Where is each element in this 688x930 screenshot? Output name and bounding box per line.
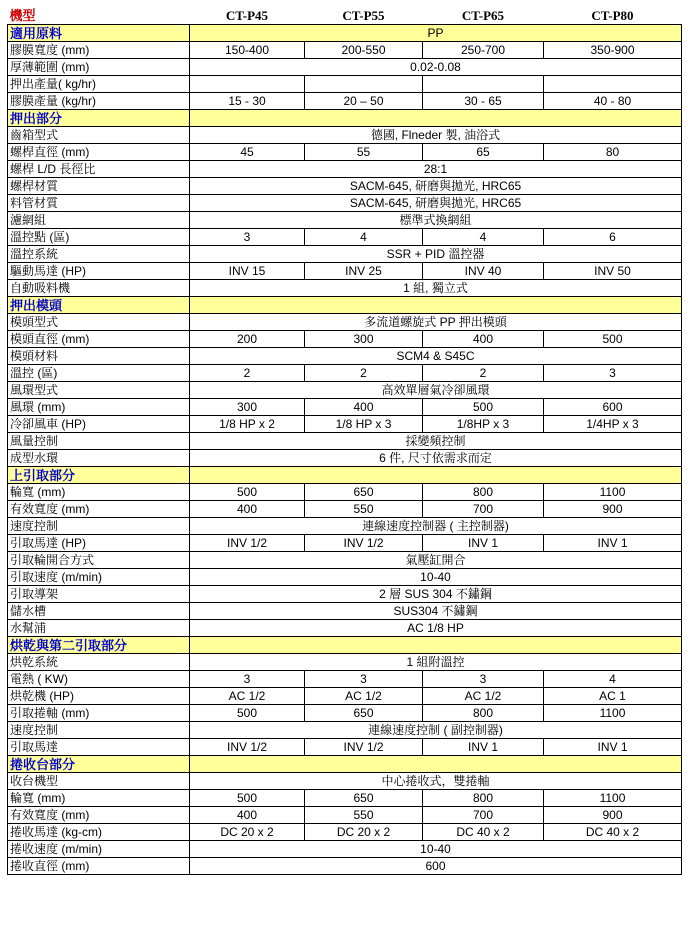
spec-value: 1100 [544, 484, 682, 501]
spec-value-all-models: 10-40 [190, 841, 682, 858]
spec-value: 45 [190, 144, 305, 161]
section-value [190, 110, 682, 127]
spec-row [8, 824, 682, 841]
spec-value: INV 40 [423, 263, 544, 280]
spec-row [8, 59, 682, 76]
spec-value-all-models: 10-40 [190, 569, 682, 586]
spec-value: 4 [544, 671, 682, 688]
spec-label: 有效寬度 (mm) [8, 807, 190, 824]
spec-value-all-models: 1 組附溫控 [190, 654, 682, 671]
section-value: PP [190, 25, 682, 42]
spec-label: 引取輪開合方式 [8, 552, 190, 569]
spec-value: 6 [544, 229, 682, 246]
spec-value-all-models: 600 [190, 858, 682, 875]
spec-row [8, 178, 682, 195]
section-header-row [8, 110, 682, 127]
spec-row [8, 161, 682, 178]
spec-label: 螺桿材質 [8, 178, 190, 195]
spec-value: 350-900 [544, 42, 682, 59]
spec-value [190, 76, 305, 93]
section-value [190, 467, 682, 484]
spec-row [8, 858, 682, 875]
spec-label: 齒箱型式 [8, 127, 190, 144]
spec-value: 800 [423, 705, 544, 722]
spec-value: AC 1/2 [190, 688, 305, 705]
spec-value: 3 [190, 229, 305, 246]
spec-value: 500 [190, 705, 305, 722]
spec-value: 500 [544, 331, 682, 348]
spec-value: 650 [305, 484, 423, 501]
spec-row [8, 382, 682, 399]
spec-value: 1/8 HP x 3 [305, 416, 423, 433]
spec-value-all-models: SSR + PID 溫控器 [190, 246, 682, 263]
spec-value: 400 [190, 501, 305, 518]
spec-row [8, 399, 682, 416]
spec-label: 風量控制 [8, 433, 190, 450]
spec-value-all-models: 德國, Flneder 製, 油浴式 [190, 127, 682, 144]
spec-label: 捲收直徑 (mm) [8, 858, 190, 875]
spec-label: 輪寬 (mm) [8, 790, 190, 807]
spec-value-all-models: 2 層 SUS 304 不鏽鋼 [190, 586, 682, 603]
spec-value: 150-400 [190, 42, 305, 59]
spec-value: 300 [190, 399, 305, 416]
model-ct-p65: CT-P65 [423, 7, 544, 25]
spec-value: 400 [423, 331, 544, 348]
spec-row [8, 841, 682, 858]
spec-value: 300 [305, 331, 423, 348]
spec-label: 引取馬達 (HP) [8, 535, 190, 552]
spec-label: 溫控系統 [8, 246, 190, 263]
spec-table-container [7, 7, 682, 875]
spec-value: 500 [423, 399, 544, 416]
spec-value: INV 1/2 [190, 535, 305, 552]
spec-row [8, 433, 682, 450]
spec-row [8, 569, 682, 586]
spec-value: 650 [305, 705, 423, 722]
spec-value: 2 [305, 365, 423, 382]
spec-value: INV 1/2 [190, 739, 305, 756]
spec-value: AC 1/2 [305, 688, 423, 705]
spec-value: DC 40 x 2 [423, 824, 544, 841]
spec-row [8, 535, 682, 552]
spec-label: 引取速度 (m/min) [8, 569, 190, 586]
section-header-row [8, 25, 682, 42]
spec-value: 600 [544, 399, 682, 416]
spec-label: 水幫浦 [8, 620, 190, 637]
spec-row [8, 688, 682, 705]
spec-row [8, 705, 682, 722]
spec-value: 3 [423, 671, 544, 688]
spec-row [8, 365, 682, 382]
section-header-row [8, 297, 682, 314]
spec-value: 1100 [544, 705, 682, 722]
spec-row [8, 654, 682, 671]
spec-value: INV 1 [423, 739, 544, 756]
spec-label: 成型水環 [8, 450, 190, 467]
spec-value-all-models: AC 1/8 HP [190, 620, 682, 637]
spec-value: DC 20 x 2 [190, 824, 305, 841]
section-value [190, 637, 682, 654]
spec-label: 烘乾系統 [8, 654, 190, 671]
section-header-row [8, 637, 682, 654]
spec-label: 模頭材料 [8, 348, 190, 365]
spec-value: INV 15 [190, 263, 305, 280]
spec-value: 400 [305, 399, 423, 416]
spec-value: 650 [305, 790, 423, 807]
spec-label: 儲水槽 [8, 603, 190, 620]
spec-label: 模頭型式 [8, 314, 190, 331]
section-title: 適用原料 [8, 25, 190, 42]
spec-value: DC 40 x 2 [544, 824, 682, 841]
spec-row [8, 552, 682, 569]
spec-row [8, 212, 682, 229]
spec-value: 1/4HP x 3 [544, 416, 682, 433]
spec-row [8, 144, 682, 161]
spec-value-all-models: 28:1 [190, 161, 682, 178]
spec-row [8, 671, 682, 688]
spec-row [8, 416, 682, 433]
spec-row [8, 790, 682, 807]
spec-label: 厚薄範圍 (mm) [8, 59, 190, 76]
spec-value: 1100 [544, 790, 682, 807]
spec-row [8, 42, 682, 59]
spec-value-all-models: 氣壓缸開合 [190, 552, 682, 569]
spec-label: 料管材質 [8, 195, 190, 212]
spec-row [8, 348, 682, 365]
spec-value: 20 – 50 [305, 93, 423, 110]
spec-row [8, 722, 682, 739]
spec-value: 1/8 HP x 2 [190, 416, 305, 433]
spec-label: 驅動馬達 (HP) [8, 263, 190, 280]
spec-value-all-models: SACM-645, 研磨與拋光, HRC65 [190, 178, 682, 195]
spec-label: 速度控制 [8, 722, 190, 739]
spec-value: 900 [544, 807, 682, 824]
spec-label: 溫控點 (區) [8, 229, 190, 246]
spec-value-all-models: 標準式換網組 [190, 212, 682, 229]
spec-value: 40 - 80 [544, 93, 682, 110]
spec-value: 2 [190, 365, 305, 382]
spec-table [7, 7, 682, 875]
spec-value: 200 [190, 331, 305, 348]
spec-value: 2 [423, 365, 544, 382]
spec-value: 65 [423, 144, 544, 161]
spec-value-all-models: 高效單層氣冷卻風環 [190, 382, 682, 399]
spec-value-all-models: 採變頻控制 [190, 433, 682, 450]
spec-value: 700 [423, 807, 544, 824]
spec-row [8, 450, 682, 467]
section-title: 押出部分 [8, 110, 190, 127]
spec-label: 模頭直徑 (mm) [8, 331, 190, 348]
section-value [190, 297, 682, 314]
spec-value-all-models: 6 件, 尺寸依需求而定 [190, 450, 682, 467]
spec-value: AC 1 [544, 688, 682, 705]
spec-value: 800 [423, 790, 544, 807]
model-label: 機型 [8, 7, 190, 25]
spec-row [8, 484, 682, 501]
spec-row [8, 93, 682, 110]
spec-value: 400 [190, 807, 305, 824]
spec-value-all-models: 1 組, 獨立式 [190, 280, 682, 297]
spec-label: 風環型式 [8, 382, 190, 399]
spec-value: INV 1/2 [305, 739, 423, 756]
spec-row [8, 518, 682, 535]
spec-label: 冷卻風車 (HP) [8, 416, 190, 433]
spec-row [8, 807, 682, 824]
spec-value: 15 - 30 [190, 93, 305, 110]
spec-value: 550 [305, 501, 423, 518]
spec-label: 螺桿直徑 (mm) [8, 144, 190, 161]
spec-label: 速度控制 [8, 518, 190, 535]
spec-row [8, 586, 682, 603]
spec-value-all-models: SACM-645, 研磨與拋光, HRC65 [190, 195, 682, 212]
spec-label: 膠膜產量 (kg/hr) [8, 93, 190, 110]
spec-value: 80 [544, 144, 682, 161]
spec-table-body [8, 7, 682, 875]
spec-row [8, 603, 682, 620]
spec-row [8, 127, 682, 144]
spec-row [8, 773, 682, 790]
spec-row [8, 620, 682, 637]
spec-value: INV 25 [305, 263, 423, 280]
spec-label: 押出產量( kg/hr) [8, 76, 190, 93]
spec-label: 有效寬度 (mm) [8, 501, 190, 518]
spec-value: 4 [423, 229, 544, 246]
spec-label: 風環 (mm) [8, 399, 190, 416]
spec-label: 捲收馬達 (kg-cm) [8, 824, 190, 841]
spec-value [305, 76, 423, 93]
section-title: 押出模頭 [8, 297, 190, 314]
spec-value-all-models: 0.02-0.08 [190, 59, 682, 76]
spec-label: 溫控 (區) [8, 365, 190, 382]
spec-label: 引取導架 [8, 586, 190, 603]
spec-row [8, 76, 682, 93]
spec-value: 800 [423, 484, 544, 501]
spec-value: INV 50 [544, 263, 682, 280]
spec-value: 1/8HP x 3 [423, 416, 544, 433]
spec-value: AC 1/2 [423, 688, 544, 705]
spec-value-all-models: 連線速度控制器 ( 主控制器) [190, 518, 682, 535]
spec-value: 30 - 65 [423, 93, 544, 110]
spec-label: 自動吸料機 [8, 280, 190, 297]
spec-label: 收台機型 [8, 773, 190, 790]
spec-value: 3 [305, 671, 423, 688]
spec-row [8, 501, 682, 518]
spec-value: 3 [544, 365, 682, 382]
spec-value: 55 [305, 144, 423, 161]
spec-value: 900 [544, 501, 682, 518]
model-ct-p80: CT-P80 [544, 7, 682, 25]
model-ct-p45: CT-P45 [190, 7, 305, 25]
spec-row [8, 263, 682, 280]
section-title: 上引取部分 [8, 467, 190, 484]
spec-value: INV 1/2 [305, 535, 423, 552]
spec-label: 濾網組 [8, 212, 190, 229]
spec-label: 膠膜寬度 (mm) [8, 42, 190, 59]
spec-value: 550 [305, 807, 423, 824]
spec-row [8, 246, 682, 263]
model-ct-p55: CT-P55 [305, 7, 423, 25]
spec-row [8, 280, 682, 297]
spec-label: 引取捲軸 (mm) [8, 705, 190, 722]
spec-label: 捲收速度 (m/min) [8, 841, 190, 858]
section-header-row [8, 756, 682, 773]
spec-value: 700 [423, 501, 544, 518]
section-header-row [8, 467, 682, 484]
spec-label: 螺桿 L/D 長徑比 [8, 161, 190, 178]
spec-value: INV 1 [544, 739, 682, 756]
spec-value-all-models: 中心捲收式，雙捲軸 [190, 773, 682, 790]
header-row [8, 7, 682, 25]
spec-label: 引取馬達 [8, 739, 190, 756]
spec-value: INV 1 [423, 535, 544, 552]
spec-value-all-models: SCM4 & S45C [190, 348, 682, 365]
spec-row [8, 314, 682, 331]
section-title: 捲收台部分 [8, 756, 190, 773]
spec-label: 輪寬 (mm) [8, 484, 190, 501]
spec-value: 4 [305, 229, 423, 246]
spec-label: 電熱 ( KW) [8, 671, 190, 688]
spec-row [8, 739, 682, 756]
spec-value: DC 20 x 2 [305, 824, 423, 841]
spec-row [8, 331, 682, 348]
spec-value-all-models: 連線速度控制 ( 副控制器) [190, 722, 682, 739]
spec-value: 500 [190, 484, 305, 501]
section-value [190, 756, 682, 773]
section-title: 烘乾與第二引取部分 [8, 637, 190, 654]
spec-value: 500 [190, 790, 305, 807]
spec-value-all-models: 多流道螺旋式 PP 押出模頭 [190, 314, 682, 331]
spec-value [423, 76, 544, 93]
spec-value-all-models: SUS304 不鏽鋼 [190, 603, 682, 620]
spec-row [8, 229, 682, 246]
spec-row [8, 195, 682, 212]
spec-value: 200-550 [305, 42, 423, 59]
spec-value: INV 1 [544, 535, 682, 552]
spec-value: 3 [190, 671, 305, 688]
spec-value: 250-700 [423, 42, 544, 59]
spec-value [544, 76, 682, 93]
spec-label: 烘乾機 (HP) [8, 688, 190, 705]
